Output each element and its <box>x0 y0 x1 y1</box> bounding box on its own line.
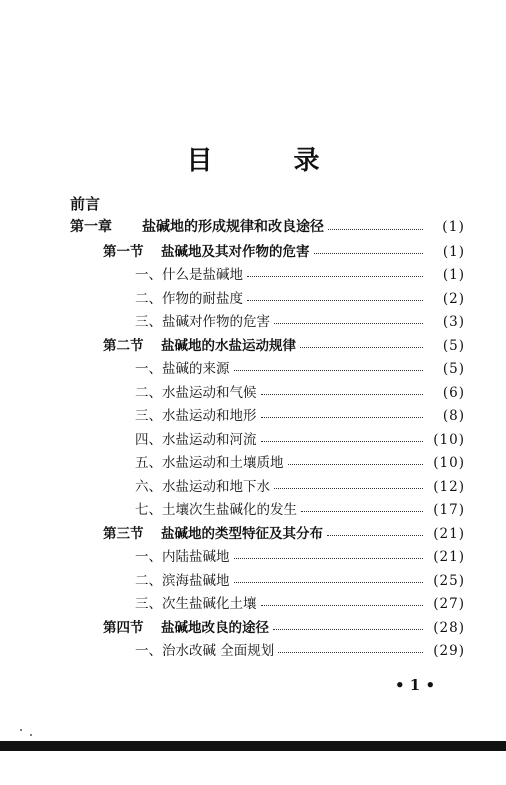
toc-entry-preface: 前言 <box>70 195 101 213</box>
toc-entry-item <box>70 451 465 475</box>
toc-page-number: (17) <box>433 502 465 518</box>
dot-leader <box>261 605 424 606</box>
toc-page-number: (5) <box>442 337 465 354</box>
toc-entry-title: 三、盐碱对作物的危害 <box>135 314 270 330</box>
page-title: 目 录 <box>186 146 356 176</box>
toc-entry-item <box>70 639 465 663</box>
scan-speck <box>30 734 32 736</box>
toc-entry-section <box>70 334 465 358</box>
dot-leader <box>234 558 424 559</box>
dot-leader <box>278 652 423 653</box>
dot-leader <box>314 253 424 254</box>
chapter-number: 第一章 <box>70 219 112 235</box>
dot-leader <box>274 488 423 489</box>
toc-page-number: (10) <box>433 455 465 471</box>
toc-entry-title: 七、土壤次生盐碱化的发生 <box>135 502 297 518</box>
toc-entry-title: 一、什么是盐碱地 <box>135 267 243 283</box>
toc-entry-title: 二、滨海盐碱地 <box>135 572 230 589</box>
toc-entry-title: 三、次生盐碱化土壤 <box>135 596 257 612</box>
toc-page-number: (28) <box>433 619 465 636</box>
section-number: 第一节 <box>103 243 144 260</box>
toc-entry-title: 一、治水改碱 全面规划 <box>135 643 275 659</box>
toc-entry-item <box>70 428 465 452</box>
section-number: 第三节 <box>103 525 144 542</box>
dot-leader <box>247 276 423 277</box>
dot-leader <box>261 394 424 395</box>
toc-entry-title: 盐碱地改良的途径 <box>161 619 269 636</box>
page-number: • 1 • <box>395 676 436 694</box>
dot-leader <box>261 417 424 418</box>
toc-entry-title: 盐碱地的形成规律和改良途径 <box>142 219 324 235</box>
toc-page-number: (1) <box>442 243 465 260</box>
toc-entry-title: 盐碱地的水盐运动规律 <box>161 337 296 354</box>
dot-leader <box>288 464 424 465</box>
toc-page-number: (6) <box>442 384 465 401</box>
dot-leader <box>328 229 423 230</box>
dot-leader <box>261 441 424 442</box>
toc-page-number: (1) <box>442 267 465 283</box>
toc-entry-item <box>70 357 465 381</box>
dot-leader <box>301 511 423 512</box>
toc-entry-title: 四、水盐运动和河流 <box>135 431 257 448</box>
toc-entry-item <box>70 263 465 287</box>
toc-entry-title: 二、作物的耐盐度 <box>135 290 243 307</box>
toc-entry-item <box>70 545 465 569</box>
dot-leader <box>234 582 424 583</box>
section-number: 第二节 <box>103 337 144 354</box>
toc-entry-item <box>70 310 465 334</box>
scan-speck <box>20 729 22 731</box>
toc-entry-item <box>70 592 465 616</box>
toc-page-number: (29) <box>433 643 465 659</box>
toc-page-number: (25) <box>433 572 465 589</box>
toc-entry-item <box>70 381 465 405</box>
toc-entry-section <box>70 240 465 264</box>
toc-page-number: (1) <box>442 219 465 235</box>
toc-page-number: (12) <box>433 478 465 495</box>
toc-page-number: (8) <box>442 408 465 424</box>
toc-entry-item <box>70 498 465 522</box>
dot-leader <box>247 300 423 301</box>
dot-leader <box>327 535 423 536</box>
dot-leader <box>273 629 423 630</box>
toc-entry-title: 一、内陆盐碱地 <box>135 549 230 565</box>
dot-leader <box>300 347 423 348</box>
toc-entry-section <box>70 522 465 546</box>
toc-page-number: (5) <box>442 361 465 377</box>
toc-entry-title: 六、水盐运动和地下水 <box>135 478 270 495</box>
toc-page-number: (2) <box>442 290 465 307</box>
toc-entry-title: 一、盐碱的来源 <box>135 361 230 377</box>
section-number: 第四节 <box>103 619 144 636</box>
toc-entry-title: 二、水盐运动和气候 <box>135 384 257 401</box>
toc-page-number: (21) <box>433 549 465 565</box>
toc-entry-title: 三、水盐运动和地形 <box>135 408 257 424</box>
toc-page-number: (27) <box>433 596 465 612</box>
table-of-contents <box>70 216 465 663</box>
toc-page-number: (3) <box>442 314 465 330</box>
toc-entry-title: 五、水盐运动和土壤质地 <box>135 455 284 471</box>
scan-edge-bar <box>0 741 506 751</box>
toc-page-number: (21) <box>433 525 465 542</box>
toc-entry-section <box>70 616 465 640</box>
toc-entry-title: 盐碱地的类型特征及其分布 <box>161 525 323 542</box>
toc-entry-title: 盐碱地及其对作物的危害 <box>161 243 310 260</box>
toc-entry-item <box>70 287 465 311</box>
toc-page-number: (10) <box>433 431 465 448</box>
toc-entry-item <box>70 404 465 428</box>
dot-leader <box>234 370 424 371</box>
dot-leader <box>274 323 423 324</box>
toc-entry-item <box>70 569 465 593</box>
toc-entry-item <box>70 475 465 499</box>
toc-entry-chapter <box>70 216 465 240</box>
